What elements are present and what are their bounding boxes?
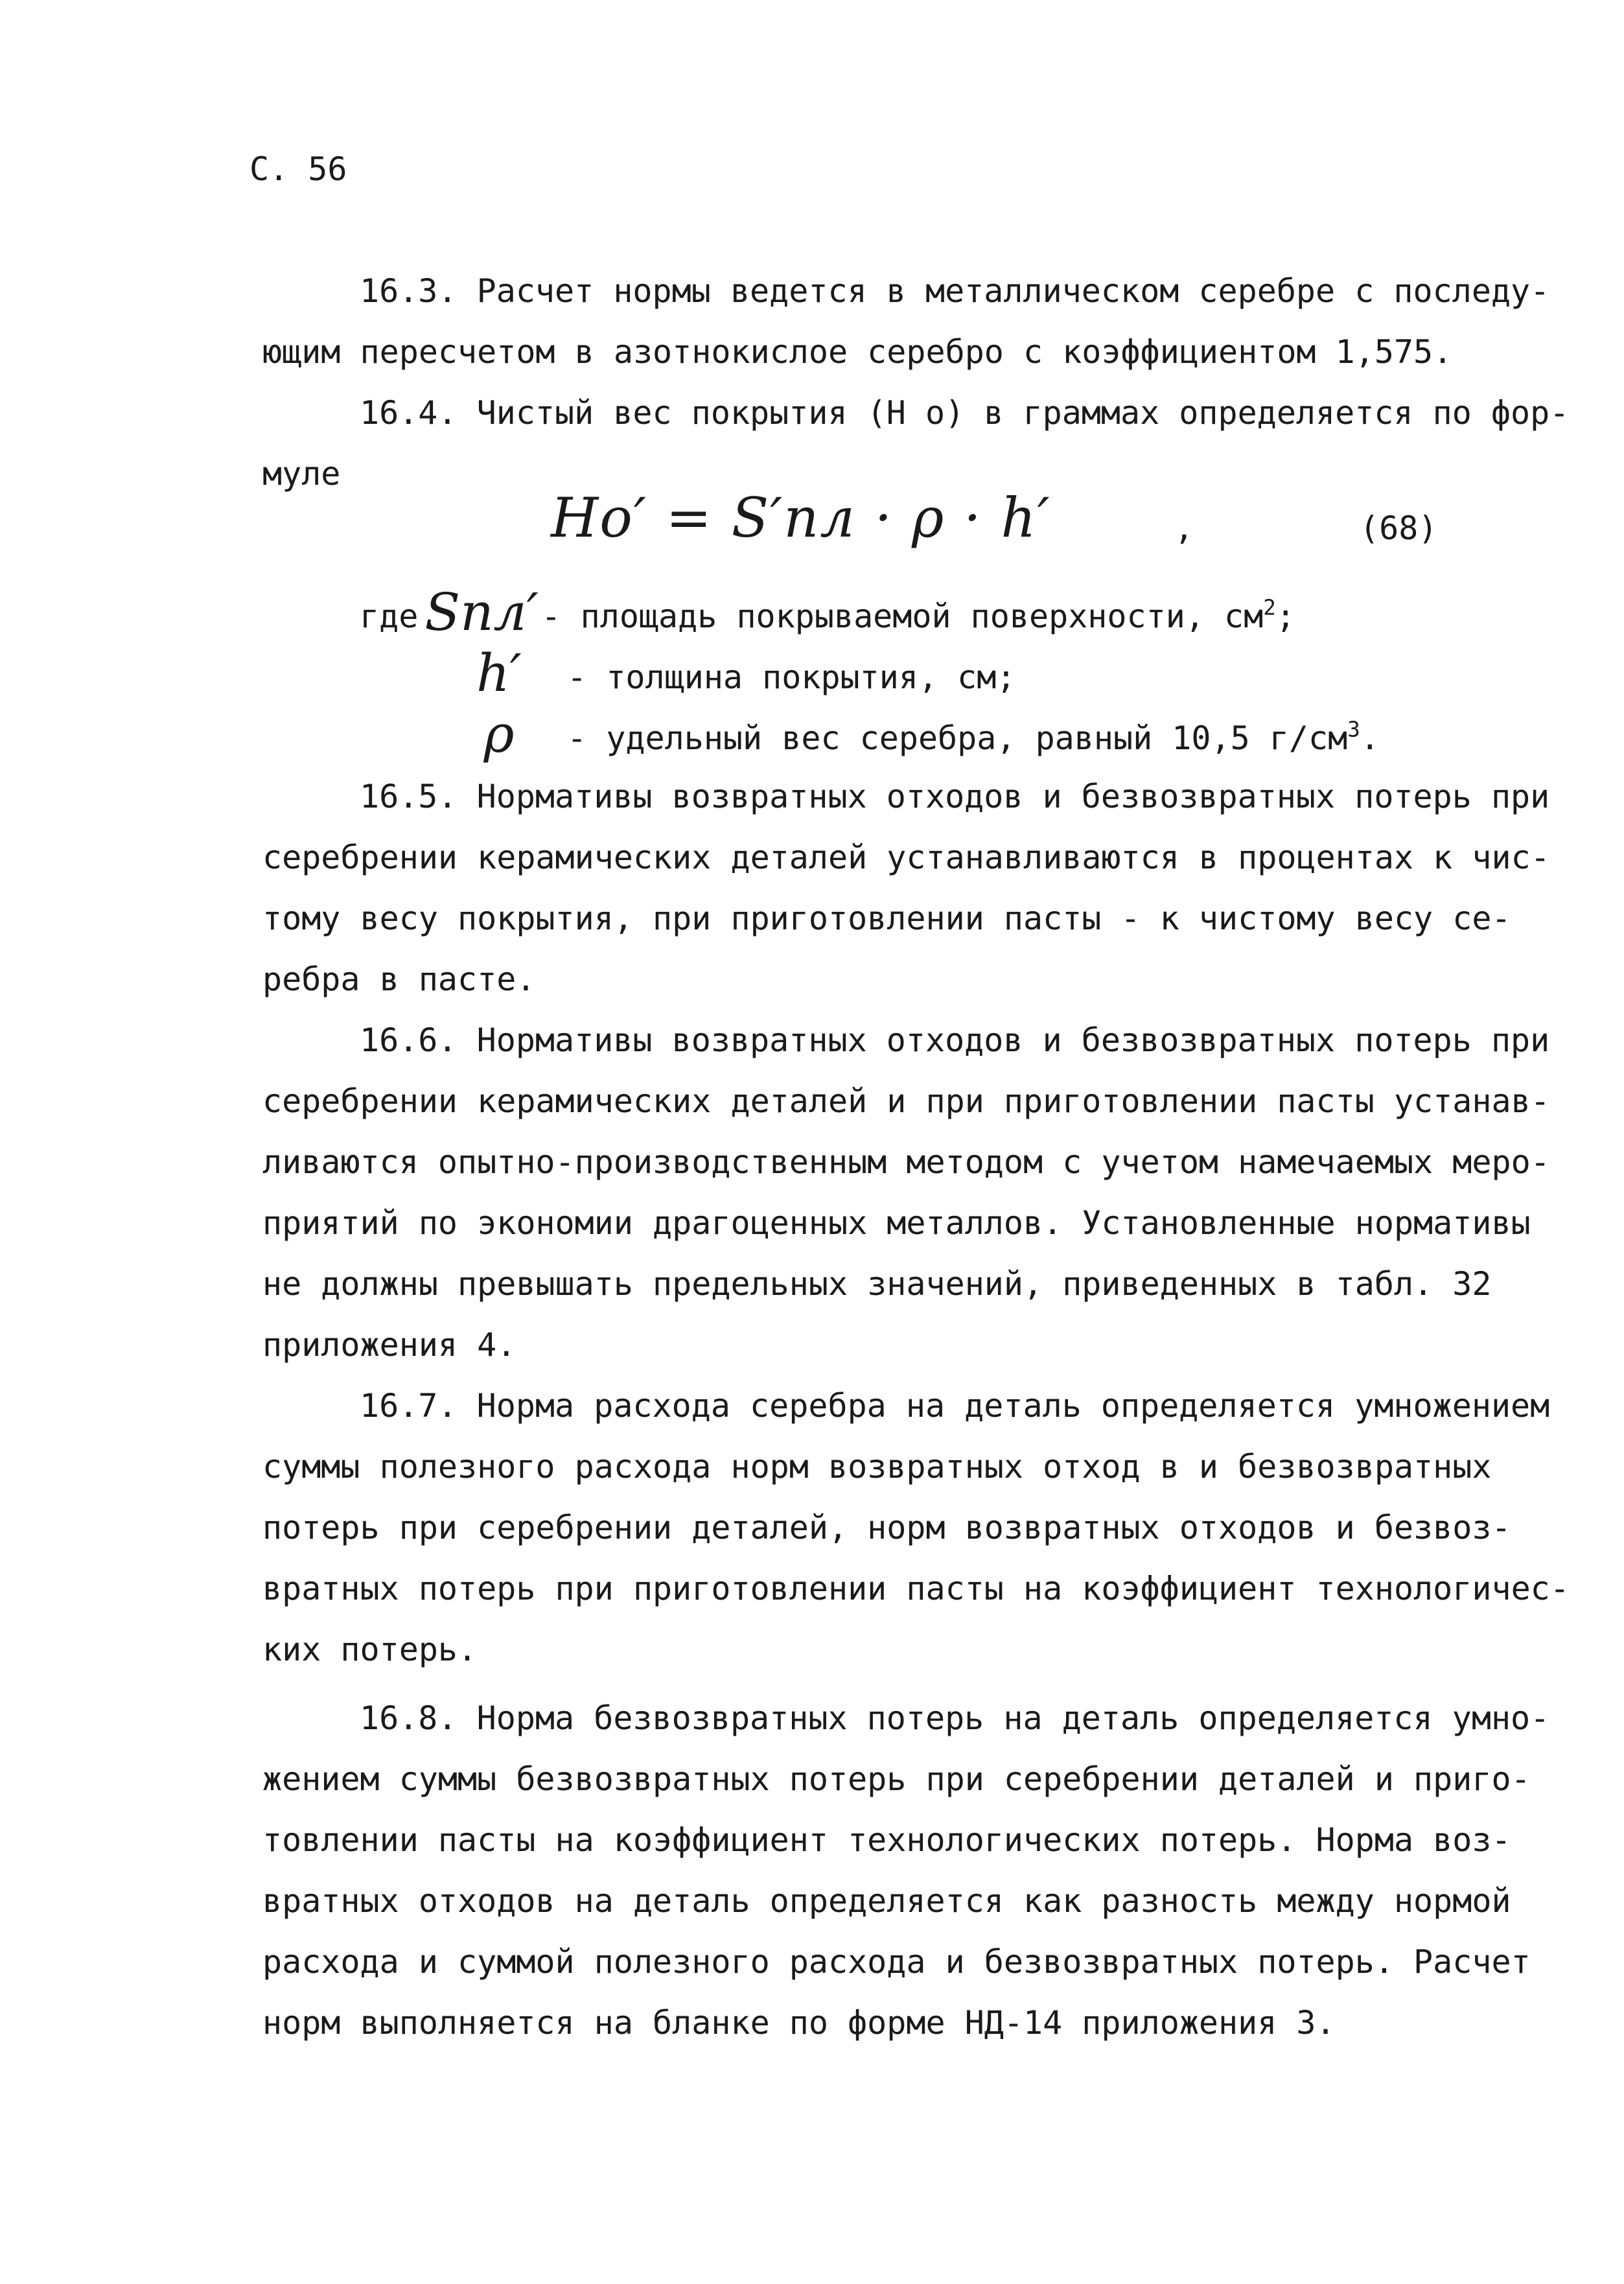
text-line: 16.5. Нормативы возвратных отходов и безвозвратных потерь при bbox=[360, 778, 1550, 815]
text-line: 16.8. Норма безвозвратных потерь на деталь определяется умно- bbox=[360, 1699, 1550, 1737]
page-number: С. 56 bbox=[249, 150, 347, 188]
where-sup: 3 bbox=[1347, 717, 1360, 742]
text-line: норм выполняется на бланке по форме НД-14 приложения 3. bbox=[262, 2004, 1336, 2042]
text-line: потерь при серебрении деталей, норм возвратных отходов и безвоз- bbox=[262, 1509, 1511, 1546]
text-line: 16.4. Чистый вес покрытия (Н о) в граммах определяется по фор- bbox=[360, 394, 1570, 432]
text-line: 16.7. Норма расхода серебра на деталь определяется умножением bbox=[360, 1387, 1550, 1425]
text-line: тому весу покрытия, при приготовлении пасты - к чистому весу се- bbox=[262, 900, 1511, 937]
where-desc: - площадь покрываемой поверхности, см bbox=[541, 598, 1264, 635]
text-line: муле bbox=[262, 455, 341, 493]
where-row-thickness bbox=[360, 643, 1015, 703]
text-line: приложения 4. bbox=[262, 1326, 516, 1364]
formula-68 bbox=[551, 486, 1051, 550]
text-line: ребра в пасте. bbox=[262, 961, 536, 998]
formula-rhs: = S′пл · ρ · h′ bbox=[666, 486, 1051, 550]
symbol-rho: ρ bbox=[483, 704, 515, 764]
text-line: ких потерь. bbox=[262, 1631, 478, 1668]
formula-comma: , bbox=[1174, 509, 1194, 547]
text-line: жением суммы безвозвратных потерь при серебрении деталей и приго- bbox=[262, 1760, 1531, 1798]
text-line: вратных отходов на деталь определяется как разность между нормой bbox=[262, 1882, 1511, 1920]
where-word: где bbox=[360, 598, 419, 635]
formula-number: (68) bbox=[1360, 509, 1438, 547]
text-line: серебрении керамических деталей и при приготовлении пасты устанав- bbox=[262, 1082, 1550, 1120]
text-line: суммы полезного расхода норм возвратных отход в и безвозвратных bbox=[262, 1448, 1492, 1486]
text-line: приятий по экономии драгоценных металлов. Установленные нормативы bbox=[262, 1204, 1531, 1242]
paragraph-16-3 bbox=[262, 261, 1550, 382]
where-desc: - удельный вес серебра, равный 10,5 г/см bbox=[567, 719, 1348, 757]
paragraph-16-6 bbox=[262, 1010, 1550, 1375]
paragraph-16-5 bbox=[262, 766, 1550, 1010]
where-sup: 2 bbox=[1263, 595, 1276, 620]
text-line: ливаются опытно-производственным методом с учетом намечаемых меро- bbox=[262, 1143, 1550, 1181]
where-tail: ; bbox=[1275, 598, 1295, 635]
where-row-area bbox=[360, 582, 1295, 642]
symbol-s-pl: Sпл′ bbox=[424, 582, 539, 642]
where-desc: - толщина покрытия, см; bbox=[567, 658, 1016, 696]
text-line: вратных потерь при приготовлении пасты на коэффициент технологичес- bbox=[262, 1570, 1570, 1607]
text-line: товлении пасты на коэффициент технологических потерь. Норма воз- bbox=[262, 1821, 1511, 1859]
text-line: расхода и суммой полезного расхода и безвозвратных потерь. Расчет bbox=[262, 1943, 1531, 1981]
text-line: 16.3. Расчет нормы ведется в металлическом серебре с последу- bbox=[360, 272, 1550, 310]
where-tail: . bbox=[1360, 719, 1380, 757]
text-line: 16.6. Нормативы возвратных отходов и безвозвратных потерь при bbox=[360, 1021, 1550, 1059]
formula-lhs: Hо′ bbox=[551, 486, 647, 550]
text-line: ющим пересчетом в азотнокислое серебро с коэффициентом 1,575. bbox=[262, 333, 1453, 371]
text-line: серебрении керамических деталей устанавливаются в процентах к чис- bbox=[262, 839, 1550, 876]
symbol-h: h′ bbox=[476, 643, 522, 703]
paragraph-16-7 bbox=[262, 1375, 1570, 1680]
paragraph-16-8 bbox=[262, 1688, 1550, 2053]
where-row-density bbox=[360, 704, 1380, 764]
text-line: не должны превышать предельных значений, приведенных в табл. 32 bbox=[262, 1265, 1492, 1303]
